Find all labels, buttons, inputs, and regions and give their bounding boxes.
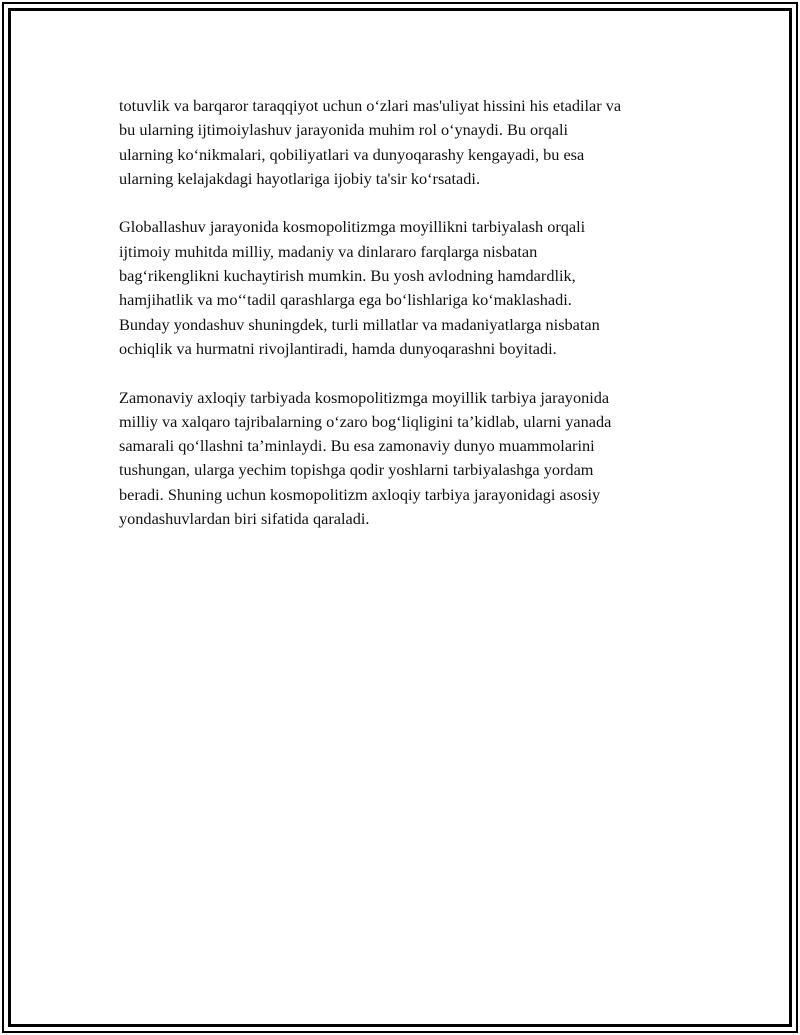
paragraph-line: beradi. Shuning uchun kosmopolitizm axloqiy tarbiya jarayonidagi asosiy: [119, 484, 601, 504]
paragraph-3: [119, 386, 699, 532]
document-body: [119, 94, 699, 531]
paragraph-line: ochiqlik va hurmatni rivojlantiradi, hamda dunyoqarashni boyitadi.: [119, 338, 557, 358]
paragraph-line: Globallashuv jarayonida kosmopolitizmga moyillikni tarbiyalash orqali: [119, 217, 586, 237]
paragraph-line: milliy va xalqaro tajribalarning o‘zaro bog‘liqligini ta’kidlab, ularni yanada: [119, 411, 612, 431]
paragraph-line: yondashuvlardan biri sifatida qaraladi.: [119, 509, 370, 529]
paragraph-spacer: [119, 361, 699, 385]
paragraph-1: [119, 94, 699, 191]
paragraph-line: ularning kelajakdagi hayotlariga ijobiy ta'sir ko‘rsatadi.: [119, 168, 481, 188]
paragraph-line: Zamonaviy axloqiy tarbiyada kosmopolitizmga moyillik tarbiya jarayonida: [119, 387, 610, 407]
paragraph-line: ijtimoiy muhitda milliy, madaniy va dinlararo farqlarga nisbatan: [119, 241, 538, 261]
paragraph-line: bag‘rikenglikni kuchaytirish mumkin. Bu yosh avlodning hamdardlik,: [119, 266, 576, 286]
paragraph-spacer: [119, 191, 699, 215]
paragraph-line: totuvlik va barqaror taraqqiyot uchun o‘zlari mas'uliyat hissini his etadilar va: [119, 96, 622, 115]
paragraph-line: samarali qo‘llashni ta’minlaydi. Bu esa zamonaviy dunyo muammolarini: [119, 436, 595, 456]
paragraph-line: ularning ko‘nikmalari, qobiliyatlari va dunyoqarashy kengayadi, bu esa: [119, 144, 585, 164]
paragraph-2: [119, 215, 699, 361]
paragraph-line: Bunday yondashuv shuningdek, turli millatlar va madaniyatlarga nisbatan: [119, 314, 600, 334]
paragraph-line: tushungan, ularga yechim topishga qodir yoshlarni tarbiyalashga yordam: [119, 460, 594, 480]
paragraph-line: hamjihatlik va mo‘‘tadil qarashlarga ega bo‘lishlariga ko‘maklashadi.: [119, 290, 572, 310]
paragraph-line: bu ularning ijtimoiylashuv jarayonida muhim rol o‘ynaydi. Bu orqali: [119, 120, 569, 140]
